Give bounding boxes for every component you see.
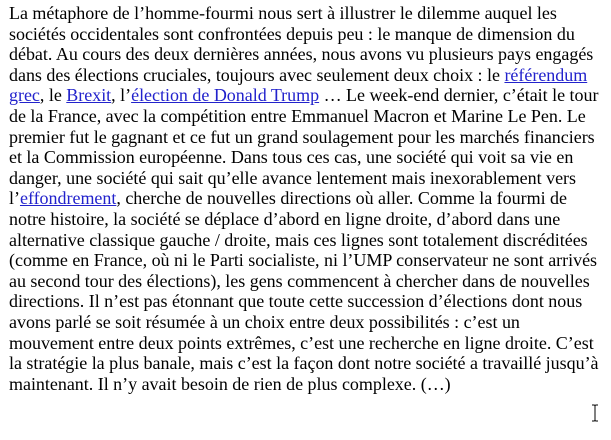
article-text-1: La métaphore de l’homme-fourmi nous sert à illustrer le dilemme auquel les sociétés occidentales sont confrontées depuis peu : le manque de dimension du débat. Au cours des deux dernières années, nous avons vu plusieurs pays engagés dans des élections cruciales, toujours avec seulement deux choix : le bbox=[9, 3, 594, 85]
link-brexit[interactable]: Brexit bbox=[66, 85, 112, 106]
link-referendum-grec[interactable]: référendum grec bbox=[9, 64, 588, 106]
text-cursor-icon bbox=[591, 404, 599, 422]
article-text-4: … Le week-end dernier, c’était le tour de la France, avec la compétition entre Emmanuel Macron et Marine Le Pen. Le premier fut le gagnant et ce fut un grand soulagement pour les marchés financiers et la Commission européenne. Dans tous ces cas, une société qui voit sa vie en danger, une société qui sait qu’elle avance lentement mais inexorablement vers l’ bbox=[9, 85, 599, 209]
article-paragraph bbox=[9, 3, 605, 394]
article-text-2: , le bbox=[39, 85, 67, 106]
link-effondrement[interactable]: effondrement bbox=[19, 188, 117, 209]
article-text-3: , l’ bbox=[111, 85, 132, 106]
link-election-trump[interactable]: élection de Donald Trump bbox=[131, 85, 320, 106]
article-text-5: , cherche de nouvelles directions où aller. Comme la fourmi de notre histoire, la société se déplace d’abord en ligne droite, d’abord dans une alternative classique gauche / droite, mais ces lignes sont totalement discréditées (comme en France, où ni le Parti socialiste, ni l’UMP conservateur ne sont arrivés au second tour des élections), les gens commencent à chercher dans de nouvelles directions. Il n’est pas étonnant que toute cette succession d’élections dont nous avons parlé se soit résumée à un choix entre deux possibilités : c’est un mouvement entre deux points extrêmes, c’est une recherche en ligne droite. C’est la stratégie la plus banale, mais c’est la façon dont notre société a travaillé jusqu’à maintenant. Il n’y avait besoin de rien de plus complexe. (…) bbox=[9, 188, 599, 394]
